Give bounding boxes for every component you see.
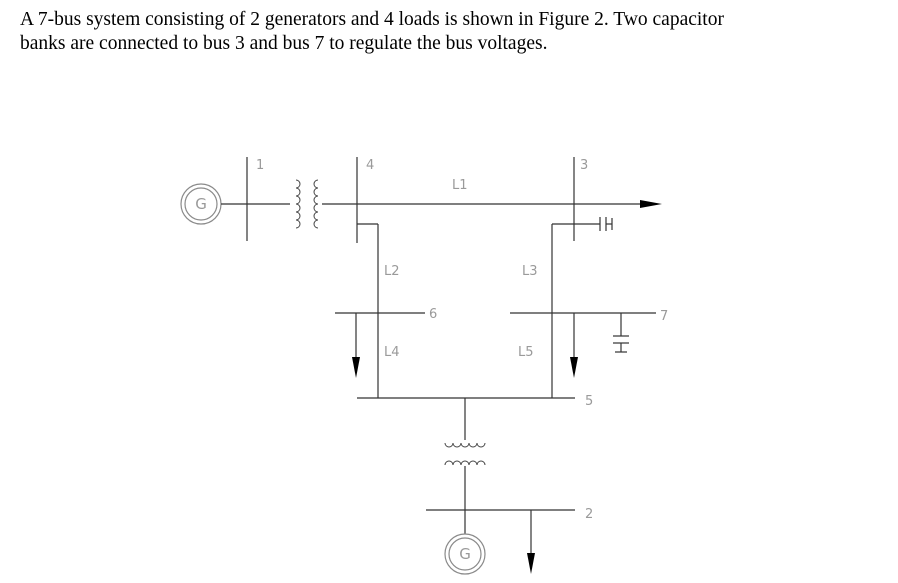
- generator-2-label: G: [459, 545, 471, 563]
- load-bus7-arrow: [570, 357, 578, 378]
- bus-6-label: 6: [429, 307, 438, 322]
- capacitor-bus7: [613, 313, 629, 352]
- statement-line-1: A 7-bus system consisting of 2 generators and 4 loads is shown in Figure 2. Two capacitor: [20, 9, 724, 30]
- load-bus3-arrow: [640, 200, 662, 208]
- bus-1-label: 1: [256, 158, 265, 173]
- bus-3-label: 3: [580, 158, 589, 173]
- line-l4-label: L4: [384, 345, 400, 360]
- generator-1: [181, 184, 221, 224]
- bus-2-label: 2: [585, 507, 594, 522]
- line-l2-label: L2: [384, 264, 400, 279]
- generator-2: [445, 534, 485, 574]
- line-l3-label: L3: [522, 264, 538, 279]
- generator-1-label: G: [195, 195, 207, 213]
- line-l1-label: L1: [452, 178, 468, 193]
- transformer-1-4: [296, 180, 318, 228]
- bus-4-label: 4: [366, 158, 375, 173]
- statement-line-2: banks are connected to bus 3 and bus 7 to regulate the bus voltages.: [20, 33, 548, 54]
- load-bus2-arrow: [527, 553, 535, 574]
- line-l5-label: L5: [518, 345, 534, 360]
- bus-5-label: 5: [585, 394, 594, 409]
- bus-7-label: 7: [660, 309, 669, 324]
- load-bus6-arrow: [352, 357, 360, 378]
- transformer-5-2: [445, 443, 485, 465]
- capacitor-bus3: [574, 217, 612, 231]
